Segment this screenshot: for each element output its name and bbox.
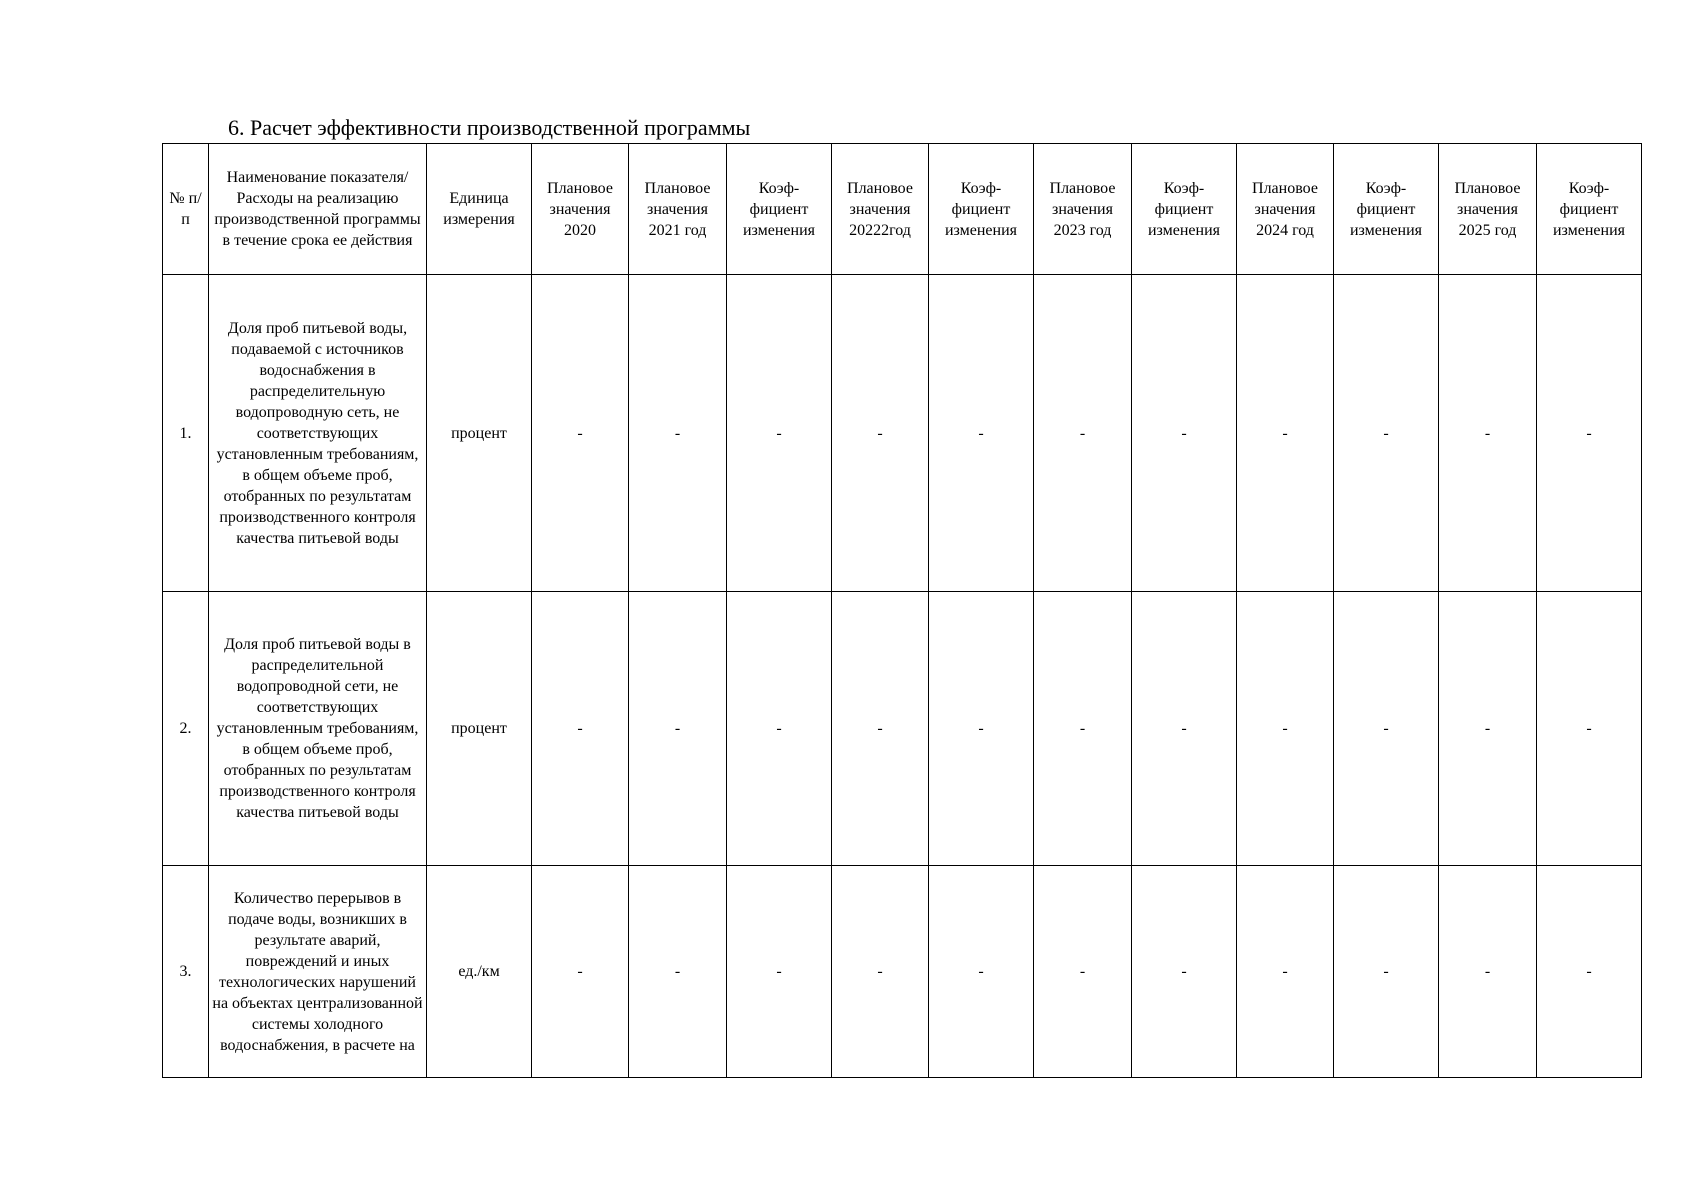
row-unit: процент <box>427 592 532 866</box>
row-number: 1. <box>163 275 209 592</box>
header-coef-2025: Коэф-фициент изменения <box>1537 144 1642 275</box>
cell-coef-2022: - <box>929 275 1034 592</box>
cell-plan-2020: - <box>532 592 629 866</box>
row-number: 3. <box>163 866 209 1078</box>
cell-coef-2025: - <box>1537 866 1642 1078</box>
cell-plan-2020: - <box>532 275 629 592</box>
header-plan-2021: Плановое значения 2021 год <box>629 144 727 275</box>
cell-plan-2022: - <box>832 275 929 592</box>
cell-coef-2025: - <box>1537 275 1642 592</box>
cell-plan-2024: - <box>1237 275 1334 592</box>
cell-plan-2025: - <box>1439 592 1537 866</box>
row-indicator-name: Доля проб питьевой воды, подаваемой с источников водоснабжения в распределительную водопроводную сеть, не соответствующих установленным требованиям, в общем объеме проб, отобранных по результатам производственного контроля качества питьевой воды <box>209 275 427 592</box>
row-indicator-name: Количество перерывов в подаче воды, возникших в результате аварий, повреждений и иных технологических нарушений на объектах централизованной системы холодного водоснабжения, в расчете на <box>209 866 427 1078</box>
header-plan-2025: Плановое значения 2025 год <box>1439 144 1537 275</box>
page-title: 6. Расчет эффективности производственной программы <box>228 115 751 140</box>
header-plan-2023: Плановое значения 2023 год <box>1034 144 1132 275</box>
table-header-row <box>163 144 1642 275</box>
cell-plan-2020: - <box>532 866 629 1078</box>
cell-coef-2023: - <box>1132 275 1237 592</box>
table-row <box>163 275 1642 592</box>
header-indicator-name: Наименование показателя/Расходы на реализацию производственной программы в течение срока ее действия <box>209 144 427 275</box>
cell-plan-2025: - <box>1439 275 1537 592</box>
cell-coef-2024: - <box>1334 866 1439 1078</box>
cell-coef-2022: - <box>929 866 1034 1078</box>
header-unit: Единица измерения <box>427 144 532 275</box>
cell-plan-2024: - <box>1237 866 1334 1078</box>
cell-plan-2025: - <box>1439 866 1537 1078</box>
row-number: 2. <box>163 592 209 866</box>
cell-plan-2023: - <box>1034 592 1132 866</box>
cell-plan-2022: - <box>832 592 929 866</box>
table-row <box>163 592 1642 866</box>
row-unit: процент <box>427 275 532 592</box>
header-plan-2020: Плановое значения 2020 <box>532 144 629 275</box>
cell-coef-2022: - <box>929 592 1034 866</box>
cell-plan-2021: - <box>629 592 727 866</box>
cell-plan-2021: - <box>629 866 727 1078</box>
header-plan-2024: Плановое значения 2024 год <box>1237 144 1334 275</box>
cell-plan-2021: - <box>629 275 727 592</box>
row-unit: ед./км <box>427 866 532 1078</box>
cell-coef-2021: - <box>727 592 832 866</box>
cell-plan-2023: - <box>1034 275 1132 592</box>
cell-coef-2023: - <box>1132 866 1237 1078</box>
efficiency-table <box>162 143 1642 1078</box>
header-coef-2022: Коэф-фициент изменения <box>929 144 1034 275</box>
header-plan-2022: Плановое значения 20222год <box>832 144 929 275</box>
cell-coef-2021: - <box>727 275 832 592</box>
header-coef-2021: Коэф-фициент изменения <box>727 144 832 275</box>
header-coef-2024: Коэф-фициент изменения <box>1334 144 1439 275</box>
cell-coef-2025: - <box>1537 592 1642 866</box>
cell-plan-2023: - <box>1034 866 1132 1078</box>
cell-coef-2021: - <box>727 866 832 1078</box>
table-row <box>163 866 1642 1078</box>
cell-coef-2024: - <box>1334 275 1439 592</box>
cell-plan-2022: - <box>832 866 929 1078</box>
cell-coef-2023: - <box>1132 592 1237 866</box>
cell-coef-2024: - <box>1334 592 1439 866</box>
cell-plan-2024: - <box>1237 592 1334 866</box>
header-number: № п/п <box>163 144 209 275</box>
header-coef-2023: Коэф-фициент изменения <box>1132 144 1237 275</box>
row-indicator-name: Доля проб питьевой воды в распределительной водопроводной сети, не соответствующих установленным требованиям, в общем объеме проб, отобранных по результатам производственного контроля качества питьевой воды <box>209 592 427 866</box>
